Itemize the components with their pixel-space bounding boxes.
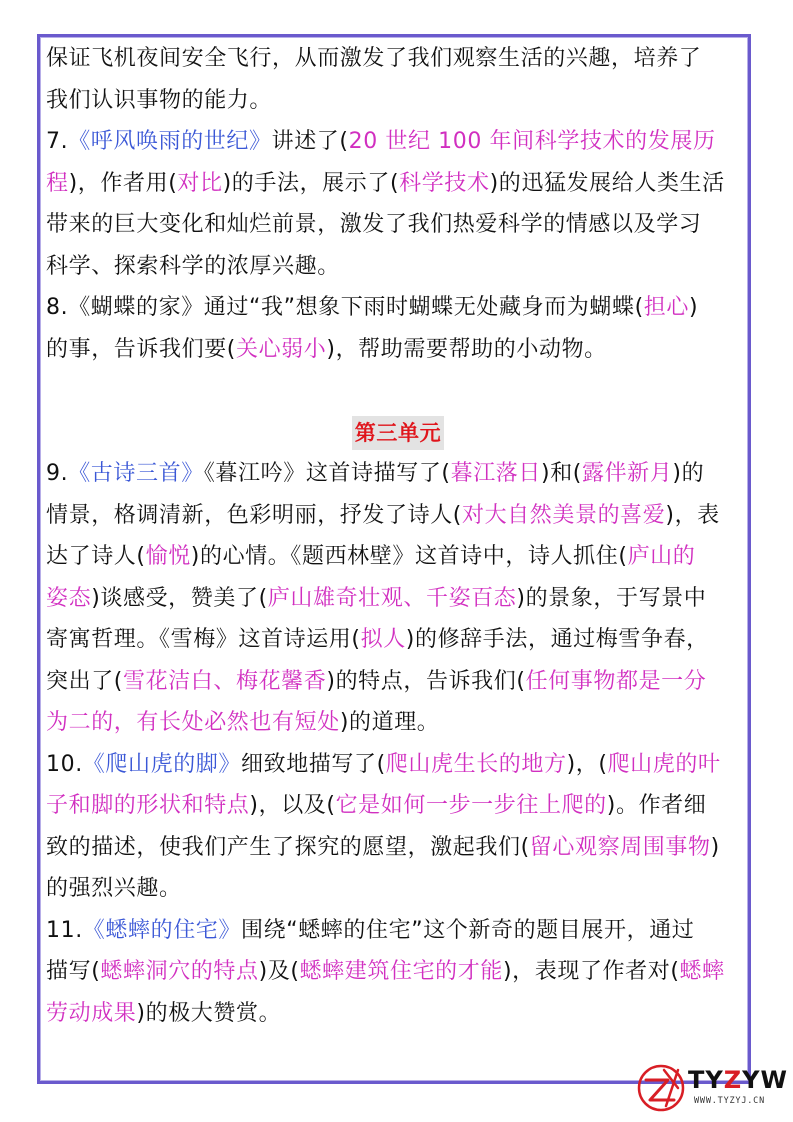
- answer-text: 为二的，有长处必然也有短处: [46, 710, 340, 735]
- body-text: 9.: [46, 461, 69, 486]
- body-text: )，表现了作者对(: [502, 959, 680, 984]
- answer-text: 关心弱小: [235, 336, 327, 362]
- body-text: )，表: [665, 502, 720, 528]
- section-heading: 第三单元: [352, 416, 444, 450]
- body-text: )的极大赞赏。: [136, 1000, 282, 1026]
- body-text: )的道理。: [339, 710, 440, 735]
- lesson-title: 《呼风唤雨的世纪》: [68, 129, 272, 154]
- text-line: [46, 453, 750, 495]
- text-line: [46, 121, 750, 163]
- body-text: 达了诗人(: [46, 544, 146, 569]
- answer-text: 爬山虎的叶: [607, 751, 721, 777]
- logo-emblem-icon: [634, 1058, 694, 1118]
- text-line: [46, 661, 750, 703]
- answer-text: 对大自然美景的喜爱: [461, 502, 666, 528]
- text-line: [46, 951, 750, 993]
- logo-wordmark: TYZYW: [688, 1066, 789, 1094]
- lesson-title: 《古诗三首》: [68, 461, 204, 486]
- text-line: [46, 287, 750, 329]
- body-text: ): [688, 295, 699, 320]
- answer-text: 程: [46, 170, 69, 196]
- text-line: [46, 785, 750, 827]
- body-text: 7.: [46, 129, 69, 154]
- body-text: )，帮助需要帮助的小动物。: [326, 336, 607, 362]
- answer-text: 庐山雄奇壮观、千姿百态: [267, 585, 517, 611]
- text-line: [46, 993, 750, 1035]
- body-text: )。作者细: [606, 793, 707, 818]
- body-text: )，(: [566, 751, 608, 777]
- answer-text: 蟋蟀建筑住宅的才能: [299, 959, 503, 984]
- text-line: [46, 827, 750, 869]
- answer-text: 留心观察周围事物: [529, 834, 711, 860]
- logo-url: WWW.TYZYJ.CN: [694, 1096, 766, 1106]
- text-line: [46, 619, 750, 661]
- answer-text: 拟人: [360, 627, 406, 652]
- body-text: )的迅猛发展给人类生活: [489, 170, 725, 196]
- body-text: 我们认识事物的能力。: [46, 87, 273, 113]
- body-text: )的手法，展示了(: [222, 170, 400, 196]
- text-line: [46, 744, 750, 786]
- body-text: 的强烈兴趣。: [46, 876, 182, 901]
- answer-text: 任何事物都是一分: [525, 668, 707, 694]
- body-text: 的事，告诉我们要(: [46, 336, 236, 362]
- answer-text: 爬山虎生长的地方: [385, 751, 567, 777]
- text-line: [46, 329, 750, 371]
- answer-text: 担心: [643, 295, 689, 320]
- body-text: 情景，格调清新，色彩明丽，抒发了诗人(: [46, 502, 462, 528]
- text-line: [46, 80, 750, 122]
- answer-text: 科学技术: [399, 170, 490, 196]
- body-text: )和(: [541, 461, 582, 486]
- answer-text: 愉悦: [145, 544, 191, 569]
- answer-text: 子和脚的形状和特点: [46, 793, 250, 818]
- body-text: 10.: [46, 751, 83, 777]
- text-line: [46, 38, 750, 80]
- site-logo: [634, 1058, 793, 1118]
- answer-text: 庐山的: [627, 544, 696, 569]
- lesson-title: 《蟋蟀的住宅》: [82, 917, 241, 943]
- body-text: )，作者用(: [68, 170, 178, 196]
- text-line: [46, 246, 750, 288]
- body-text: 11.: [46, 917, 83, 943]
- text-line: [46, 204, 750, 246]
- text-line: [46, 910, 750, 952]
- text-line: [46, 536, 750, 578]
- body-text: )的修辞手法，通过梅雪争春，: [405, 627, 709, 652]
- body-text: )的特点，告诉我们(: [326, 668, 526, 694]
- answer-text: 蟋蟀洞穴的特点: [100, 959, 259, 984]
- body-text: )及(: [258, 959, 300, 984]
- answer-text: 劳动成果: [46, 1000, 137, 1026]
- body-text: 描写(: [46, 959, 101, 984]
- text-line: [46, 495, 750, 537]
- body-text: 细致地描写了(: [241, 751, 386, 777]
- document-body: [46, 38, 750, 1034]
- answer-text: 露伴新月: [581, 461, 673, 486]
- body-text: 讲述了(: [271, 129, 349, 154]
- body-text: )，以及(: [249, 793, 336, 818]
- body-text: 8.《蝴蝶的家》通过“我”想象下雨时蝴蝶无处藏身而为蝴蝶(: [46, 295, 644, 320]
- answer-text: 它是如何一步一步往上爬的: [335, 793, 607, 818]
- body-text: 科学、探索科学的浓厚兴趣。: [46, 253, 340, 279]
- answer-text: 姿态: [46, 585, 92, 611]
- answer-text: 20 世纪 100 年间科学技术的发展历: [348, 129, 716, 154]
- answer-text: 雪花洁白、梅花馨香: [122, 668, 327, 694]
- answer-text: 对比: [177, 170, 223, 196]
- body-text: )谈感受，赞美了(: [91, 585, 268, 611]
- body-text: )的: [672, 461, 705, 486]
- lesson-title: 《爬山虎的脚》: [82, 751, 241, 777]
- body-text: 保证飞机夜间安全飞行，从而激发了我们观察生活的兴趣，培养了: [46, 46, 702, 71]
- body-text: 带来的巨大变化和灿烂前景，激发了我们热爱科学的情感以及学习: [46, 212, 702, 237]
- text-line: [46, 868, 750, 910]
- body-text: ): [710, 834, 720, 860]
- body-text: 寄寓哲理。《雪梅》这首诗运用(: [46, 627, 361, 652]
- body-text: )的景象，于写景中: [516, 585, 707, 611]
- text-line: [46, 578, 750, 620]
- answer-text: 蟋蟀: [679, 959, 725, 984]
- body-text: 《暮江吟》这首诗描写了(: [203, 461, 451, 486]
- body-text: 致的描述，使我们产生了探究的愿望，激起我们(: [46, 834, 530, 860]
- answer-text: 暮江落日: [450, 461, 542, 486]
- section-heading-row: [46, 412, 750, 454]
- text-line: [46, 163, 750, 205]
- text-line: [46, 702, 750, 744]
- body-text: 突出了(: [46, 668, 123, 694]
- body-text: )的心情。《题西林壁》这首诗中，诗人抓住(: [190, 544, 628, 569]
- body-text: 围绕“蟋蟀的住宅”这个新奇的题目展开，通过: [241, 917, 695, 943]
- blank-line: [46, 370, 750, 412]
